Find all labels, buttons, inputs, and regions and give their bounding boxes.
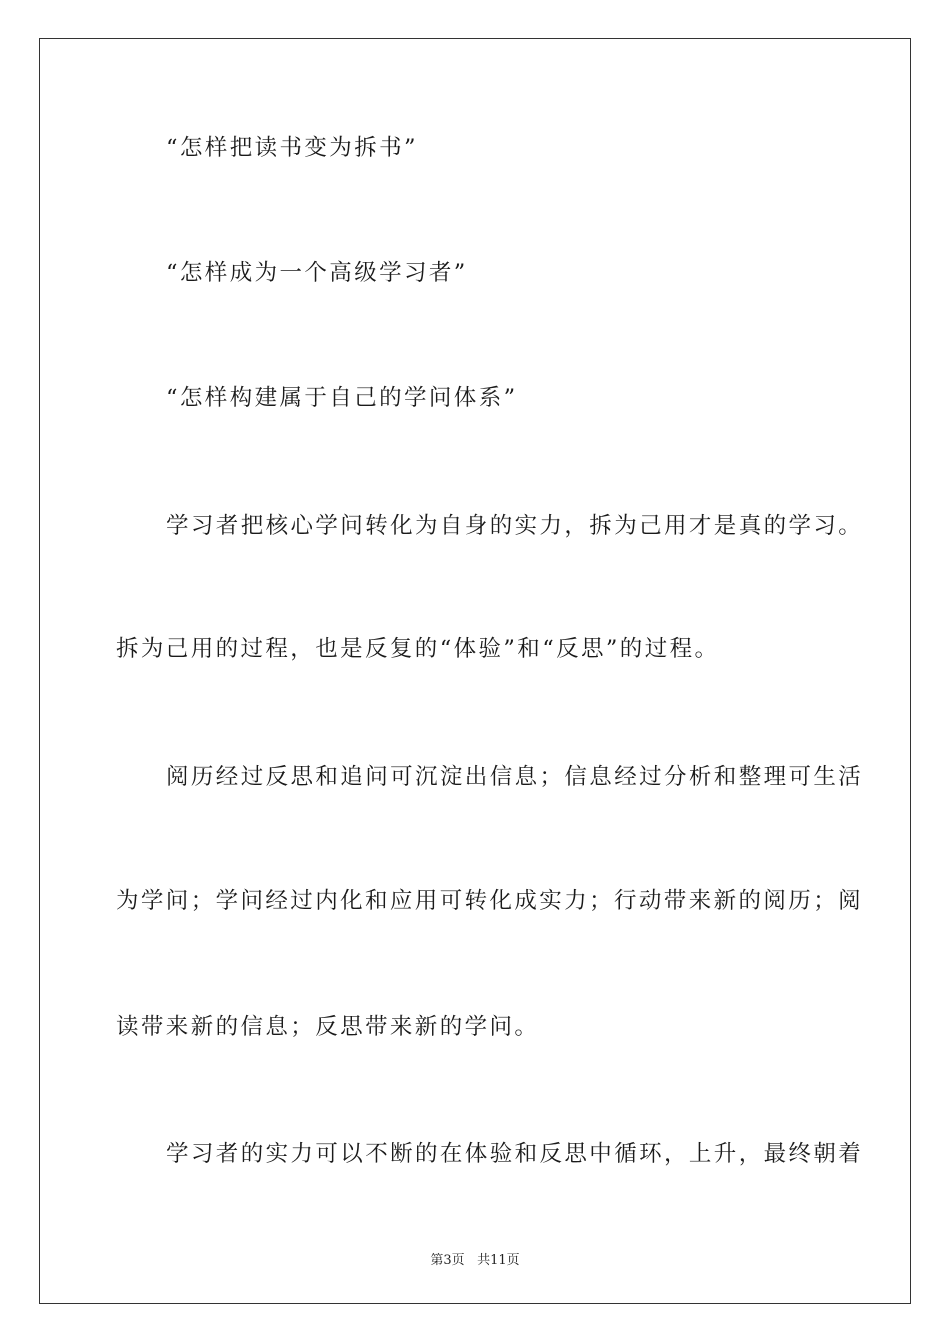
body-text-line: 学习者把核心学问转化为自身的实力，拆为己用才是真的学习。	[166, 513, 864, 539]
body-text-line: 阅历经过反思和追问可沉淀出信息；信息经过分析和整理可生活	[166, 764, 864, 790]
body-text-line: “怎样构建属于自己的学问体系”	[166, 385, 518, 411]
body-text-line: 读带来新的信息；反思带来新的学问。	[116, 1014, 540, 1040]
page-footer	[0, 1249, 950, 1268]
body-text-line: 为学问；学问经过内化和应用可转化成实力；行动带来新的阅历；阅	[116, 888, 864, 914]
page-number: 第3页	[430, 1253, 465, 1268]
body-text-line: 拆为己用的过程，也是反复的“体验”和“反思”的过程。	[116, 636, 720, 662]
body-text-line: “怎样成为一个高级学习者”	[166, 260, 468, 286]
body-text-line: 学习者的实力可以不断的在体验和反思中循环，上升，最终朝着	[166, 1141, 864, 1167]
page-border	[39, 38, 911, 1304]
page-total: 共11页	[477, 1253, 520, 1268]
body-text-line: “怎样把读书变为拆书”	[166, 135, 418, 161]
